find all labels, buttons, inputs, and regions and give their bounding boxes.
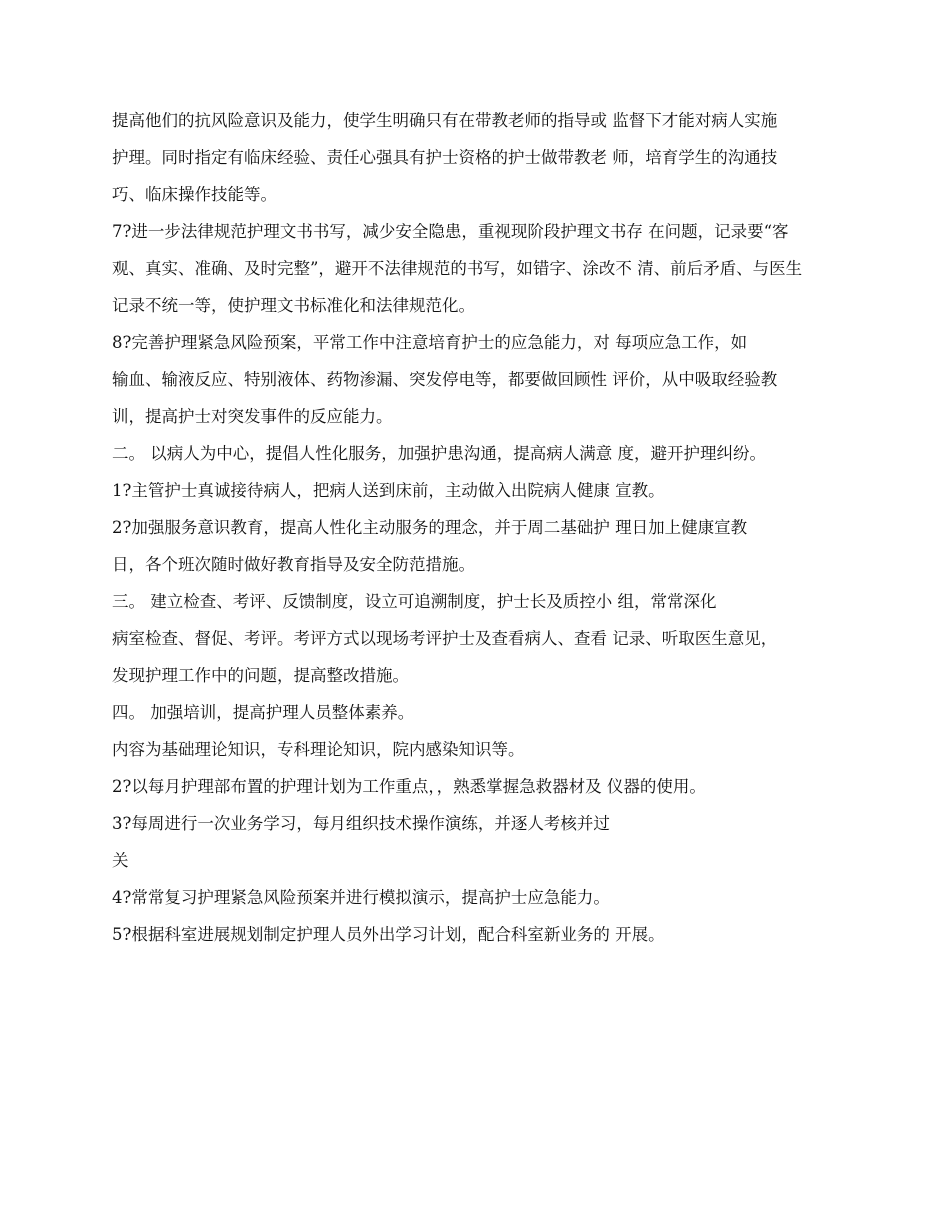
- document-body: [112, 110, 832, 961]
- paragraph-19: 2?以每月护理部布置的护理计划为工作重点，，熟悉掌握急救器材及 仪器的使用。: [112, 777, 706, 796]
- paragraph-2: 护理。同时指定有临床经验、责任心强具有护士资格的护士做带教老 师，培育学生的沟通技: [112, 148, 778, 167]
- paragraph-20: 3?每周进行一次业务学习，每月组织技术操作演练，并逐人考核并过: [112, 814, 610, 833]
- paragraph-16: 发现护理工作中的问题，提高整改措施。: [112, 666, 409, 685]
- paragraph-8: 输血、输液反应、特别液体、药物渗漏、突发停电等，都要做回顾性 评价，从中吸取经验教: [112, 370, 778, 389]
- paragraph-9: 训，提高护士对突发事件的反应能力。: [112, 407, 393, 426]
- paragraph-23: 5?根据科室进展规划制定护理人员外出学习计划，配合科室新业务的 开展。: [112, 925, 665, 944]
- paragraph-18: 内容为基础理论知识，专科理论知识，院内感染知识等。: [112, 740, 525, 759]
- paragraph-15: 病室检查、督促、考评。考评方式以现场考评护士及查看病人、查看 记录、听取医生意见，: [112, 629, 778, 648]
- paragraph-3: 巧、临床操作技能等。: [112, 185, 277, 204]
- paragraph-22: 4?常常复习护理紧急风险预案并进行模拟演示，提高护士应急能力。: [112, 888, 610, 907]
- paragraph-7: 8?完善护理紧急风险预案，平常工作中注意培育护士的应急能力，对 每项应急工作，如: [112, 333, 748, 352]
- paragraph-14: 三。 建立检查、考评、反馈制度，设立可追溯制度，护士长及质控小 组，常常深化: [112, 592, 717, 611]
- paragraph-17: 四。 加强培训，提高护理人员整体素养。: [112, 703, 415, 722]
- paragraph-6: 记录不统一等，使护理文书标准化和法律规范化。: [112, 296, 475, 315]
- paragraph-11: 1?主管护士真诚接待病人，把病人送到床前，主动做入出院病人健康 宣教。: [112, 481, 665, 500]
- paragraph-5: 观、真实、准确、及时完整”，避开不法律规范的书写，如错字、涂改不 清、前后矛盾、与医生: [112, 259, 803, 278]
- paragraph-12: 2?加强服务意识教育，提高人性化主动服务的理念，并于周二基础护 理日加上健康宣教: [112, 518, 748, 537]
- paragraph-4: 7?进一步法律规范护理文书书写，减少安全隐患，重视现阶段护理文书存 在问题，记录要“客: [112, 222, 789, 241]
- paragraph-21: 关: [112, 851, 129, 870]
- paragraph-13: 日，各个班次随时做好教育指导及安全防范措施。: [112, 555, 475, 574]
- paragraph-10: 二。 以病人为中心，提倡人性化服务，加强护患沟通，提高病人满意 度，避开护理纠纷。: [112, 444, 766, 463]
- paragraph-1: 提高他们的抗风险意识及能力，使学生明确只有在带教老师的指导或 监督下才能对病人实施: [112, 111, 778, 130]
